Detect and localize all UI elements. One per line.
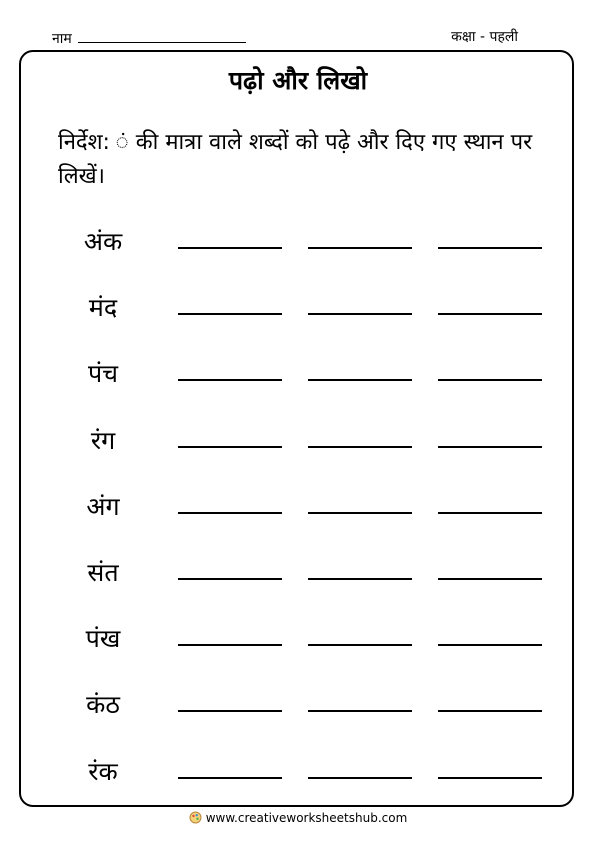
word-item: संत (87, 558, 119, 587)
writing-blank-line[interactable] (178, 247, 282, 249)
writing-blank-line[interactable] (178, 777, 282, 779)
writing-blank-line[interactable] (178, 313, 282, 315)
writing-blank-line[interactable] (308, 313, 412, 315)
writing-blank-line[interactable] (438, 313, 542, 315)
word-item: अंक (83, 227, 123, 256)
writing-blank-line[interactable] (178, 446, 282, 448)
instruction-text: निर्देश: ं की मात्रा वाले शब्दों को पढ़े और दिए गए स्थान पर लिखें। (58, 130, 533, 189)
writing-blank-line[interactable] (308, 247, 412, 249)
writing-blank-line[interactable] (438, 379, 542, 381)
writing-blank-line[interactable] (308, 644, 412, 646)
word-item: कंठ (86, 690, 120, 720)
word-item: पंख (85, 624, 121, 654)
writing-blank-line[interactable] (438, 644, 542, 646)
writing-blank-line[interactable] (438, 247, 542, 249)
worksheet-title: पढ़ो और लिखो (228, 66, 368, 95)
name-field (52, 28, 246, 48)
writing-blank-line[interactable] (178, 512, 282, 514)
word-item: अंग (86, 491, 120, 521)
writing-blank-line[interactable] (178, 379, 282, 381)
word-item: पंच (87, 359, 119, 389)
footer (0, 810, 596, 826)
name-label: नाम (52, 31, 72, 47)
name-blank-line[interactable] (78, 28, 246, 43)
writing-blank-line[interactable] (308, 710, 412, 712)
writing-blank-line[interactable] (438, 512, 542, 514)
writing-blank-line[interactable] (178, 710, 282, 712)
word-item: रंग (90, 425, 116, 455)
writing-blank-line[interactable] (308, 446, 412, 448)
writing-blank-line[interactable] (308, 512, 412, 514)
writing-blank-line[interactable] (438, 777, 542, 779)
writing-blank-line[interactable] (438, 446, 542, 448)
writing-blank-line[interactable] (438, 578, 542, 580)
writing-blank-line[interactable] (178, 578, 282, 580)
class-label: कक्षा - पहली (451, 29, 518, 45)
writing-blank-line[interactable] (308, 578, 412, 580)
writing-blank-line[interactable] (178, 644, 282, 646)
footer-website[interactable]: www.creativeworksheetshub.com (205, 811, 408, 825)
word-item: मंद (88, 293, 118, 323)
writing-blank-line[interactable] (438, 710, 542, 712)
writing-blank-line[interactable] (308, 379, 412, 381)
writing-blank-line[interactable] (308, 777, 412, 779)
pencil-palette-icon (189, 811, 202, 824)
word-item: रंक (88, 756, 118, 786)
